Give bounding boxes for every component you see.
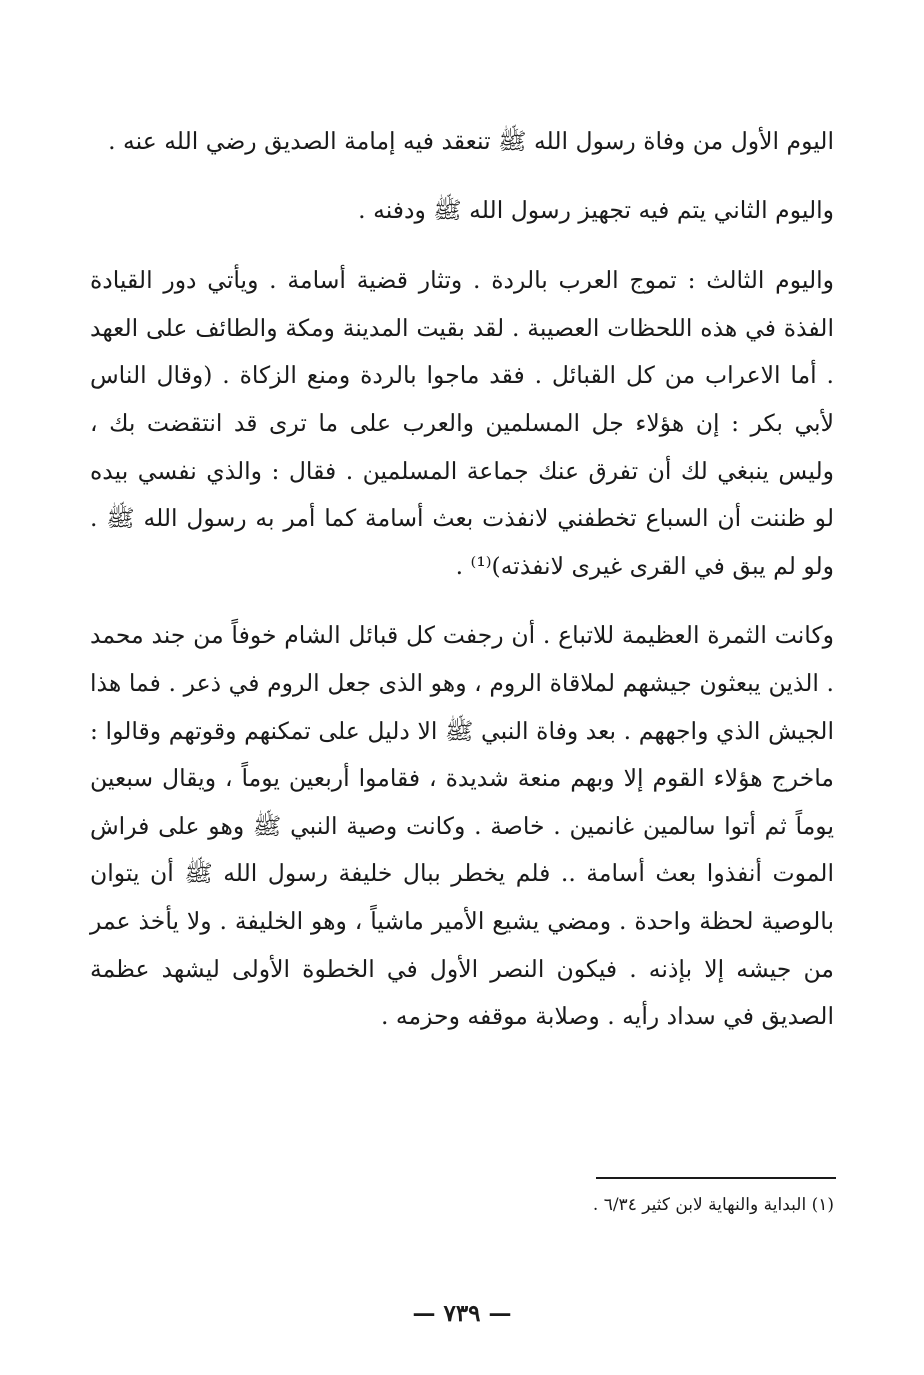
footnote: (١) البداية والنهاية لابن كثير ٦/٣٤ . bbox=[592, 1195, 834, 1215]
page-body bbox=[90, 118, 834, 1041]
page-number: — ٧٣٩ — bbox=[412, 1300, 512, 1327]
footnote-divider bbox=[596, 1177, 836, 1179]
paragraph-1: اليوم الأول من وفاة رسول الله ﷺ تنعقد فيه إمامة الصديق رضي الله عنه . bbox=[108, 127, 834, 155]
paragraph-2: واليوم الثاني يتم فيه تجهيز رسول الله ﷺ ودفنه . bbox=[358, 195, 834, 224]
paragraph-4: وكانت الثمرة العظيمة للاتباع . أن رجفت كل قبائل الشام خوفاً من جند محمد . الذين يبعثون جيشهم لملاقاة الروم ، وهو الذى جعل الروم في ذعر . فما هذا الجيش الذي واجههم . بعد وفاة النبي ﷺ الا دليل على تمكنهم وقوتهم وقالوا : ماخرج هؤلاء القوم إلا وبهم منعة شديدة ، فقاموا أربعين يوماً ، ويقال سبعين يوماً ثم أتوا سالمين غانمين . خاصة . وكانت وصية النبي ﷺ وهو على فراش الموت أنفذوا بعث أسامة .. فلم يخطر ببال خليفة رسول الله ﷺ أن يتوان بالوصية لحظة واحدة . ومضي يشيع الأمير ماشياً ، وهو الخليفة . ولا يأخذ عمر من جيشه إلا بإذنه . فيكون النصر الأول في الخطوة الأولى ليشهد عظمة الصديق في سداد رأيه . وصلابة موقفه وحزمه . bbox=[90, 621, 834, 1031]
paragraph-3: واليوم الثالث : تموج العرب بالردة . وتثار قضية أسامة . ويأتي دور القيادة الفذة في هذه اللحظات العصيبة . لقد بقيت المدينة ومكة والطائف على العهد . أما الاعراب من كل القبائل . فقد ماجوا بالردة ومنع الزكاة . (وقال الناس لأبي بكر : إن هؤلاء جل المسلمين والعرب على ما ترى قد انتقضت بك ، وليس ينبغي لك أن تفرق عنك جماعة المسلمين . فقال : والذي نفسي بيده لو ظننت أن السباع تخطفني لانفذت بعث أسامة كما أمر به رسول الله ﷺ . ولو لم يبق في القرى غيرى لانفذته)⁽¹⁾ . bbox=[90, 266, 834, 580]
